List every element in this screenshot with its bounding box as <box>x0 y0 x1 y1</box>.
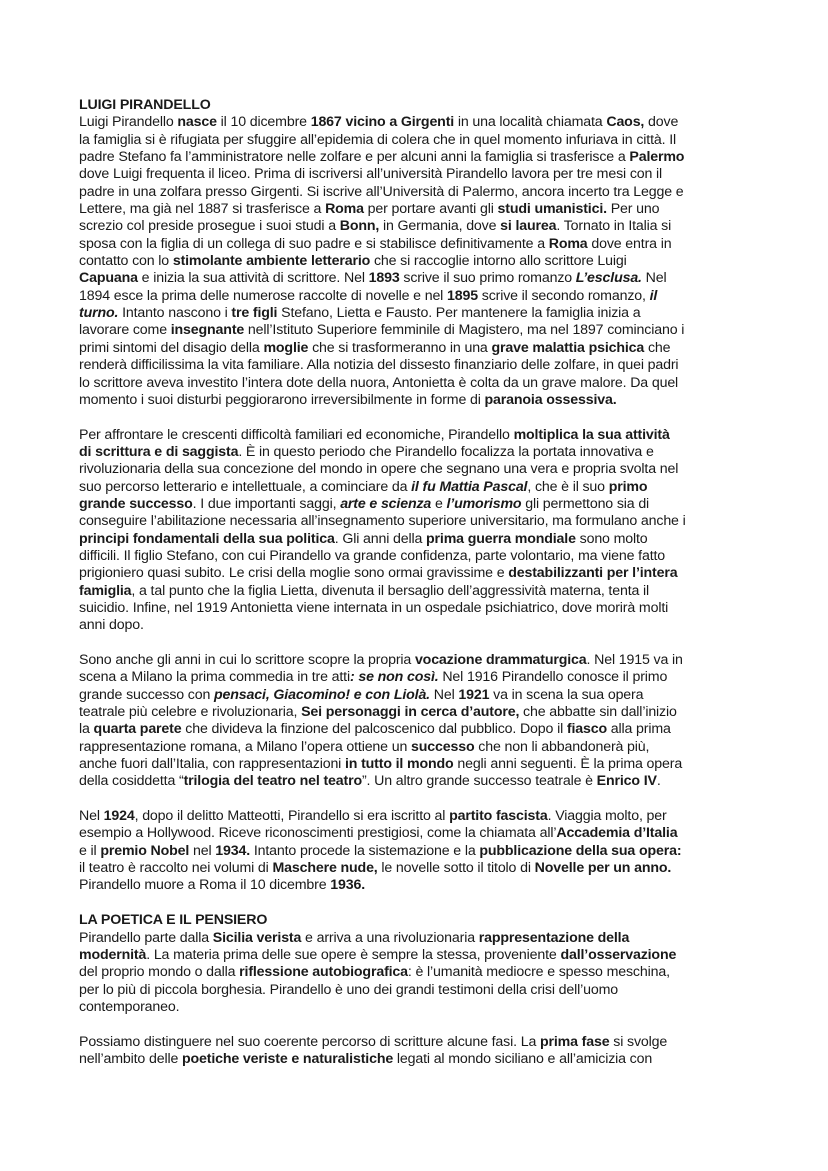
text-run: che divideva la finzione del palcoscenico dal pubblico. Dopo il <box>181 721 567 738</box>
emphasized-text: Bonn, <box>339 218 380 235</box>
text-run: dove <box>644 114 679 131</box>
text-line <box>79 930 779 947</box>
emphasized-text: di scrittura e di saggista <box>79 443 239 460</box>
text-run: che si trasformeranno in una <box>308 339 492 356</box>
text-line <box>79 513 779 530</box>
text-line <box>79 843 779 860</box>
text-line <box>79 392 779 409</box>
text-run: nell’Istituto Superiore femminile di Magistero, ma nel 1897 cominciano i <box>244 322 685 339</box>
text-run: 1894 esce la prima delle numerose raccolte di novelle e nel <box>79 287 447 304</box>
text-run: che si raccoglie intorno allo scrittore Luigi <box>370 253 627 270</box>
paragraph <box>79 114 779 409</box>
emphasized-text: il <box>649 287 658 304</box>
emphasized-text: 1934. <box>215 842 251 859</box>
text-line <box>79 860 779 877</box>
text-run: che abbatte sin dall’inizio <box>519 704 677 721</box>
text-line <box>79 825 779 842</box>
text-run: momento i suoi disturbi peggiorarono irreversibilmente in forme di <box>79 391 485 408</box>
text-run: e arriva a una rivoluzionaria <box>301 929 479 946</box>
emphasized-text: Capuana <box>79 270 138 287</box>
text-line <box>79 773 779 790</box>
text-line <box>79 375 779 392</box>
text-line <box>79 340 779 357</box>
emphasized-text: pensaci, Giacomino! e con Liolà. <box>214 686 430 703</box>
emphasized-text: primo <box>608 478 648 495</box>
text-run: scena a Milano la prima commedia in tre atti <box>79 669 350 686</box>
text-run: primi sintomi del disagio della <box>79 339 264 356</box>
text-run: legati al mondo siciliano e all’amicizia con <box>393 1050 653 1067</box>
paragraph <box>79 652 779 791</box>
text-line <box>79 149 779 166</box>
text-line <box>79 600 779 617</box>
text-run: in una località chiamata <box>454 114 607 131</box>
emphasized-text: Sei personaggi in cerca d’autore, <box>301 704 520 721</box>
text-line <box>79 357 779 374</box>
text-run: nell’ambito delle <box>79 1050 182 1067</box>
text-line <box>79 253 779 270</box>
text-line <box>79 444 779 461</box>
text-line <box>79 947 779 964</box>
paragraph <box>79 1034 779 1069</box>
text-run: contemporaneo. <box>79 998 180 1015</box>
text-run: renderà difficilissima la vita familiare. Alla notizia del dissesto finanziario delle zolfare, in quei padri <box>79 357 679 374</box>
emphasized-text: Sicilia verista <box>212 929 302 946</box>
emphasized-text: 1936. <box>330 877 365 894</box>
emphasized-text: dall’osservazione <box>560 946 677 963</box>
text-run: la <box>79 721 94 738</box>
text-run: va in scena la sua opera <box>489 686 644 703</box>
text-line <box>79 565 779 582</box>
emphasized-text: 1924 <box>103 808 135 825</box>
emphasized-text: arte e scienza <box>340 495 432 512</box>
text-run: rivoluzionaria della sua concezione del mondo in opere che segnano una vera e propria svolta nel <box>79 461 679 478</box>
text-line <box>79 1034 779 1051</box>
text-run: Per uno <box>606 201 660 218</box>
text-line <box>79 288 779 305</box>
text-line <box>79 270 779 287</box>
text-run: , dopo il delitto Matteotti, Pirandello si era iscritto al <box>134 808 450 825</box>
text-line <box>79 166 779 183</box>
text-run: . Tornato in Italia si <box>556 218 672 235</box>
section-poetics <box>79 912 779 1068</box>
emphasized-text: 1921 <box>458 686 490 703</box>
text-run: . È in questo periodo che Pirandello focalizza la portata innovativa e <box>238 443 654 460</box>
section-heading: LA POETICA E IL PENSIERO <box>79 912 268 929</box>
text-run: contatto con lo <box>79 253 173 270</box>
text-run: che non li abbandonerà più, <box>474 738 650 755</box>
text-run: nel <box>189 842 216 859</box>
emphasized-text: : se non così. <box>349 669 439 686</box>
emphasized-text: partito fascista <box>449 808 548 825</box>
text-run: ”. Un altro grande successo teatrale è <box>361 773 597 790</box>
text-run: il 10 dicembre <box>216 114 311 131</box>
text-run: anni dopo. <box>79 617 144 634</box>
emphasized-text: il fu Mattia Pascal <box>411 478 528 495</box>
text-run: suicidio. Infine, nel 1919 Antonietta viene internata in un ospedale psichiatrico, dove morirà molti <box>79 599 669 616</box>
text-run: , che è il suo <box>527 478 609 495</box>
text-run: . Viaggia molto, per <box>547 808 667 825</box>
text-run: il teatro è raccolto nei volumi di <box>79 860 273 877</box>
text-run: . La materia prima delle sue opere è sempre la stessa, proveniente <box>146 946 561 963</box>
text-run: Stefano, Lietta e Fausto. Per mantenere la famiglia inizia a <box>277 305 641 322</box>
text-run: che <box>644 339 671 356</box>
text-line <box>79 114 779 131</box>
emphasized-text: nasce <box>177 114 217 131</box>
emphasized-text: prima guerra mondiale <box>426 530 576 547</box>
text-run: Luigi Pirandello <box>79 114 178 131</box>
text-run: Nel <box>429 686 459 703</box>
emphasized-text: destabilizzanti per l’intera <box>508 565 678 582</box>
text-line <box>79 704 779 721</box>
emphasized-text: Roma <box>548 235 588 252</box>
paragraph <box>79 930 779 1017</box>
emphasized-text: Roma <box>325 201 364 218</box>
emphasized-text: 1867 vicino a Girgenti <box>310 114 455 131</box>
emphasized-text: L’esclusa. <box>575 270 642 287</box>
emphasized-text: premio Nobel <box>100 842 190 859</box>
text-run: Pirandello muore a Roma il 10 dicembre <box>79 877 331 894</box>
text-run: . Gli anni della <box>334 530 427 547</box>
emphasized-text: tre figli <box>231 305 278 322</box>
text-line <box>79 531 779 548</box>
text-run: Pirandello parte dalla <box>79 929 213 946</box>
text-run: screzio col preside prosegue i suoi studi a <box>79 218 340 235</box>
emphasized-text: fiasco <box>566 721 607 738</box>
emphasized-text: famiglia <box>79 582 132 599</box>
text-run: suo percorso letterario e intellettuale, a cominciare da <box>79 478 412 495</box>
section-heading: LUIGI PIRANDELLO <box>79 97 211 113</box>
text-run: teatrale più celebre e rivoluzionaria, <box>79 704 302 721</box>
text-line <box>79 1051 779 1068</box>
emphasized-text: successo <box>410 738 475 755</box>
text-run: si svolge <box>609 1033 668 1050</box>
text-run: . Nel 1915 va in <box>586 652 683 668</box>
emphasized-text: moltiplica la sua attività <box>513 426 670 443</box>
text-line <box>79 756 779 773</box>
emphasized-text: Enrico IV <box>596 773 657 790</box>
text-line <box>79 982 779 999</box>
text-run: difficili. Il figlio Stefano, con cui Pirandello va grande confidenza, parte volontario, ma viene fatto <box>79 547 666 564</box>
text-run: scrive il secondo romanzo, <box>477 287 650 304</box>
text-line <box>79 305 779 322</box>
text-run: le novelle sotto il titolo di <box>377 860 535 877</box>
text-line <box>79 496 779 513</box>
text-line <box>79 218 779 235</box>
text-run: : è l’umanità mediocre e spesso meschina, <box>407 964 670 981</box>
emphasized-text: Novelle per un anno. <box>534 860 672 877</box>
emphasized-text: studi umanistici. <box>497 201 607 218</box>
emphasized-text: turno. <box>79 305 119 322</box>
text-run: e il <box>79 842 101 859</box>
text-line <box>79 184 779 201</box>
text-run: e <box>431 495 447 512</box>
emphasized-text: Palermo <box>629 149 685 166</box>
text-run: della cosiddetta “ <box>79 773 184 790</box>
text-line <box>79 617 779 634</box>
text-run: gli permettono sia di <box>521 495 650 512</box>
emphasized-text: Caos, <box>606 114 645 131</box>
paragraph <box>79 808 779 895</box>
text-run: grande successo con <box>79 686 215 703</box>
text-line <box>79 739 779 756</box>
emphasized-text: in tutto il mondo <box>344 756 454 773</box>
emphasized-text: Accademia d’Italia <box>556 825 678 842</box>
text-run: padre Stefano fa l’amministratore nelle zolfare e per alcuni anni la famiglia si trasferisce a <box>79 149 630 166</box>
text-run: , a tal punto che la figlia Lietta, divenuta il bersaglio dell’aggressività materna, tenta il <box>131 582 650 599</box>
emphasized-text: principi fondamentali della sua politica <box>79 530 335 547</box>
emphasized-text: rappresentazione della <box>478 929 630 946</box>
emphasized-text: 1895 <box>446 287 478 304</box>
emphasized-text: vocazione drammaturgica <box>414 652 587 668</box>
text-run: prigioniero quasi subito. Le crisi della moglie sono ormai gravissime e <box>79 565 509 582</box>
text-line <box>79 721 779 738</box>
text-run: sposa con la figlia di un collega di suo padre e si stabilisce definitivamente a <box>79 235 549 252</box>
text-run: Per affrontare le crescenti difficoltà familiari ed economiche, Pirandello <box>79 426 514 443</box>
text-line <box>79 132 779 149</box>
text-run: esempio a Hollywood. Riceve riconoscimenti prestigiosi, come la chiamata all’ <box>79 825 557 842</box>
text-run: Possiamo distinguere nel suo coerente percorso di scritture alcune fasi. La <box>79 1033 540 1050</box>
text-run: Nel 1916 Pirandello conosce il primo <box>438 669 668 686</box>
emphasized-text: grave malattia psichica <box>491 339 645 356</box>
text-line <box>79 548 779 565</box>
text-run: in Germania, dove <box>379 218 501 235</box>
emphasized-text: grande successo <box>79 495 193 512</box>
emphasized-text: trilogia del teatro nel teatro <box>183 773 362 790</box>
text-line <box>79 201 779 218</box>
emphasized-text: quarta parete <box>93 721 182 738</box>
text-run: Nel <box>641 270 667 287</box>
text-run: anche fuori dall’Italia, con rappresentazioni <box>79 756 345 773</box>
text-run: dove entra in <box>587 235 672 252</box>
emphasized-text: riflessione autobiografica <box>239 964 408 981</box>
text-run: . I due importanti saggi, <box>192 495 341 512</box>
emphasized-text: l’umorismo <box>446 495 522 512</box>
text-line <box>79 479 779 496</box>
text-run: lavorare come <box>79 322 171 339</box>
text-run: Intanto nascono i <box>118 305 232 322</box>
text-run: per lo più di piccola borghesia. Pirandello è uno dei grandi testimoni della crisi dell’uomo <box>79 981 619 998</box>
text-run: rappresentazione romana, a Milano l’opera ottiene un <box>79 738 411 755</box>
text-line <box>79 877 779 894</box>
document-page <box>79 97 779 1086</box>
text-run: . <box>656 773 661 790</box>
text-line <box>79 652 779 669</box>
emphasized-text: si laurea <box>500 218 557 235</box>
section-biography <box>79 97 779 895</box>
text-run: Lettere, ma già nel 1887 si trasferisce a <box>79 201 326 218</box>
emphasized-text: stimolante ambiente letterario <box>172 253 371 270</box>
text-line <box>79 999 779 1016</box>
text-line <box>79 583 779 600</box>
text-run: conseguire l’abilitazione necessaria all’insegnamento superiore universitario, ma formulano anche i <box>79 513 686 530</box>
text-run: la famiglia si è rifugiata per sfuggire all’epidemia di colera che in quel momento infuriava in città. Il <box>79 131 676 148</box>
text-run: sono molto <box>575 530 648 547</box>
text-line <box>79 236 779 253</box>
emphasized-text: insegnante <box>170 322 245 339</box>
text-line <box>79 427 779 444</box>
emphasized-text: modernità <box>79 946 147 963</box>
text-run: Nel <box>79 808 104 825</box>
text-run: Intanto procede la sistemazione e la <box>250 842 480 859</box>
text-run: del proprio mondo o dalla <box>79 964 240 981</box>
emphasized-text: prima fase <box>539 1033 610 1050</box>
text-run: dove Luigi frequenta il liceo. Prima di iscriversi all’università Pirandello lavora per tre mesi con il <box>79 166 663 183</box>
text-run: Sono anche gli anni in cui lo scrittore scopre la propria <box>79 652 415 668</box>
text-run: lo scrittore aveva investito l’intera dote della nuora, Antonietta è colta da un grave malore. Da quel <box>79 374 679 391</box>
paragraph <box>79 427 779 635</box>
emphasized-text: poetiche veriste e naturalistiche <box>181 1050 394 1067</box>
text-run: e inizia la sua attività di scrittore. Nel <box>137 270 369 287</box>
text-run: negli anni seguenti. È la prima opera <box>453 756 683 773</box>
text-line <box>79 322 779 339</box>
emphasized-text: paranoia ossessiva. <box>484 391 617 408</box>
text-line <box>79 669 779 686</box>
text-line <box>79 808 779 825</box>
text-line <box>79 964 779 981</box>
emphasized-text: moglie <box>263 339 309 356</box>
text-run: scrive il suo primo romanzo <box>399 270 576 287</box>
emphasized-text: 1893 <box>368 270 400 287</box>
text-run: padre in una zolfara presso Girgenti. Si iscrive all’Università di Palermo, ancora incerto tra Legge e <box>79 183 684 200</box>
text-line <box>79 687 779 704</box>
emphasized-text: Maschere nude, <box>272 860 378 877</box>
emphasized-text: pubblicazione della sua opera: <box>479 842 682 859</box>
text-run: alla prima <box>606 721 671 738</box>
text-line <box>79 461 779 478</box>
text-run: per portare avanti gli <box>363 201 498 218</box>
